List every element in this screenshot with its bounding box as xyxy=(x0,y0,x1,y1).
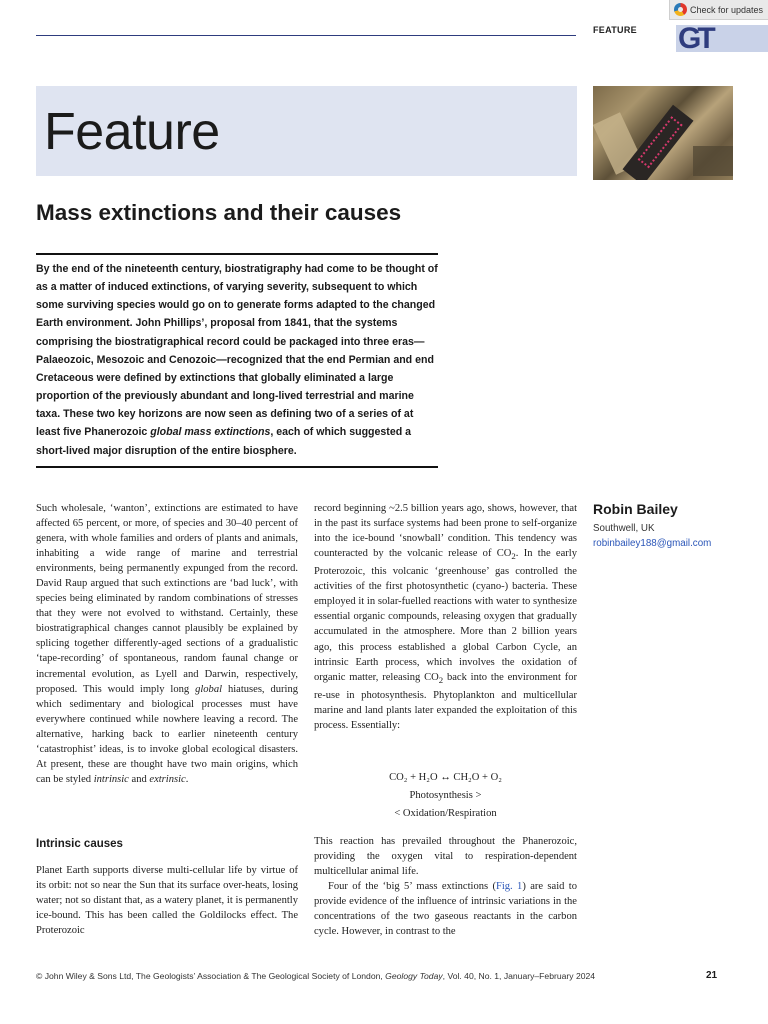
journal-name: Geology Today xyxy=(385,971,443,981)
feature-banner xyxy=(36,86,577,176)
banner-title: Feature xyxy=(44,103,220,161)
footer-copyright: © John Wiley & Sons Ltd, The Geologists’ Association & The Geological Society of London, Geology Today, Vol. 40, No. 1, January–February 2024 xyxy=(36,971,596,981)
paragraph: Planet Earth supports diverse multi-cellular life by virtue of its orbit: not so near the Sun that its surface over-heats, losing water; not so distant that, as a watery planet, it is permanently ice-bound. This has been called the Goldilocks effect. The Proterozoic xyxy=(36,865,298,937)
figure-link[interactable]: Fig. 1 xyxy=(495,881,523,893)
check-for-updates-button[interactable] xyxy=(669,0,768,20)
author-location: Southwell, UK xyxy=(593,523,655,534)
equation-line-1: CO₂ + H₂O ↔ CH₂O + O₂ xyxy=(389,772,502,783)
section-heading: Intrinsic causes xyxy=(36,838,123,850)
body-column-2-continued xyxy=(314,834,577,939)
crossmark-icon xyxy=(674,3,687,16)
body-column-1 xyxy=(36,501,298,787)
feature-photo xyxy=(593,86,733,180)
body-column-2 xyxy=(314,501,577,733)
journal-logo xyxy=(676,22,768,55)
header-rule xyxy=(36,35,576,36)
author-name: Robin Bailey xyxy=(593,501,678,517)
abstract xyxy=(36,253,438,468)
section-label: FEATURE xyxy=(593,25,637,35)
equation-line-2: Photosynthesis > xyxy=(409,790,482,801)
abstract-emphasis: global mass extinctions xyxy=(150,426,271,439)
paragraph: record beginning ~2.5 billion years ago, shows, however, that in the past its surface systems had been prone to self-organize into the ice-bound ‘snowball’ condition. This tendency was counteracted by the volcanic release of $CO_2$. In the early Proterozoic, this volcanic ‘greenhouse’ gas controlled the activities of the first photosynthetic (cyano-) bacteria. These employed it in solar-fuelled reactions with water to synthesize essential organic compounds, releasing oxygen that gradually accumulated in the atmosphere. More than 2 billion years ago, this process established a global Carbon Cycle, an intrinsic Earth process, which involves the oxidation of organic matter, releasing $CO_2$ back into the environment for re-use in photosynthesis. Phytoplankton and multicellular marine and land plants later expanded the exploitation of this process. Essentially: xyxy=(314,503,578,731)
check-for-updates-label: Check for updates xyxy=(690,4,764,15)
paragraph: This reaction has prevailed throughout the Phanerozoic, providing the oxygen vital to respiration-dependent multicellular animal life. xyxy=(314,836,577,878)
page-number: 21 xyxy=(706,970,718,981)
author-email-link[interactable]: robinbailey188@gmail.com xyxy=(593,538,712,549)
journal-logo-text: GT xyxy=(678,22,712,55)
paragraph: Four of the ‘big 5’ mass extinctions (Fig. 1) are said to provide evidence of the influence of intrinsic variations in the concentrations of the two gaseous reactants in the carbon cycle. However, in contrast to the xyxy=(314,881,577,938)
equation-line-3: < Oxidation/Respiration xyxy=(394,808,497,819)
paragraph: Such wholesale, ‘wanton’, extinctions are estimated to have affected 65 percent, or more, of species and 30–40 percent of genera, with whole families and orders of plants and animals, inhabiting a wide range of marine and terrestrial environments, being permanently expunged from the record. David Raup argued that such extinctions are ‘bad luck’, with species being eliminated by random combinations of stresses that they were not evolved to withstand. Certainly, these biostratigraphical changes cannot plausibly be explained by splicing together differently-aged sections of a gradualistic ‘tape-recording’ of spontaneous, random faunal change or incremental evolution, as Lyell and Darwin, respectively, proposed. This would imply long global hiatuses, during which sedimentary and biological processes must have everywhere continued while nowhere leaving a record. The alternative, harking back to earlier nineteenth century ‘catastrophist’ ideas, is to invoke global ecological disasters. At present, these are thought have two main origins, which can be styled intrinsic and extrinsic. xyxy=(36,503,298,785)
abstract-text: By the end of the nineteenth century, biostratigraphy had come to be thought of as a matter of induced extinctions, of varying severity, subsequent to which some surviving species would go on to generate forms adapted to the changed Earth environment. John Phillips’, proposal from 1841, that the systems comprising the biostratigraphical record could be packaged into three eras—Palaeozoic, Mesozoic and Cenozoic—recognized that the end Permian and end Cretaceous were defined by extinctions that globally eliminated a large proportion of the previously abundant and long-lived terrestrial and marine taxa. These two key horizons are now seen as defining two of a series of at least five Phanerozoic global mass extinctions, each of which suggested a short-lived major disruption of the entire biosphere. xyxy=(36,263,438,457)
equation xyxy=(314,769,577,823)
body-column-1-continued xyxy=(36,863,298,938)
article-title: Mass extinctions and their causes xyxy=(36,200,402,225)
